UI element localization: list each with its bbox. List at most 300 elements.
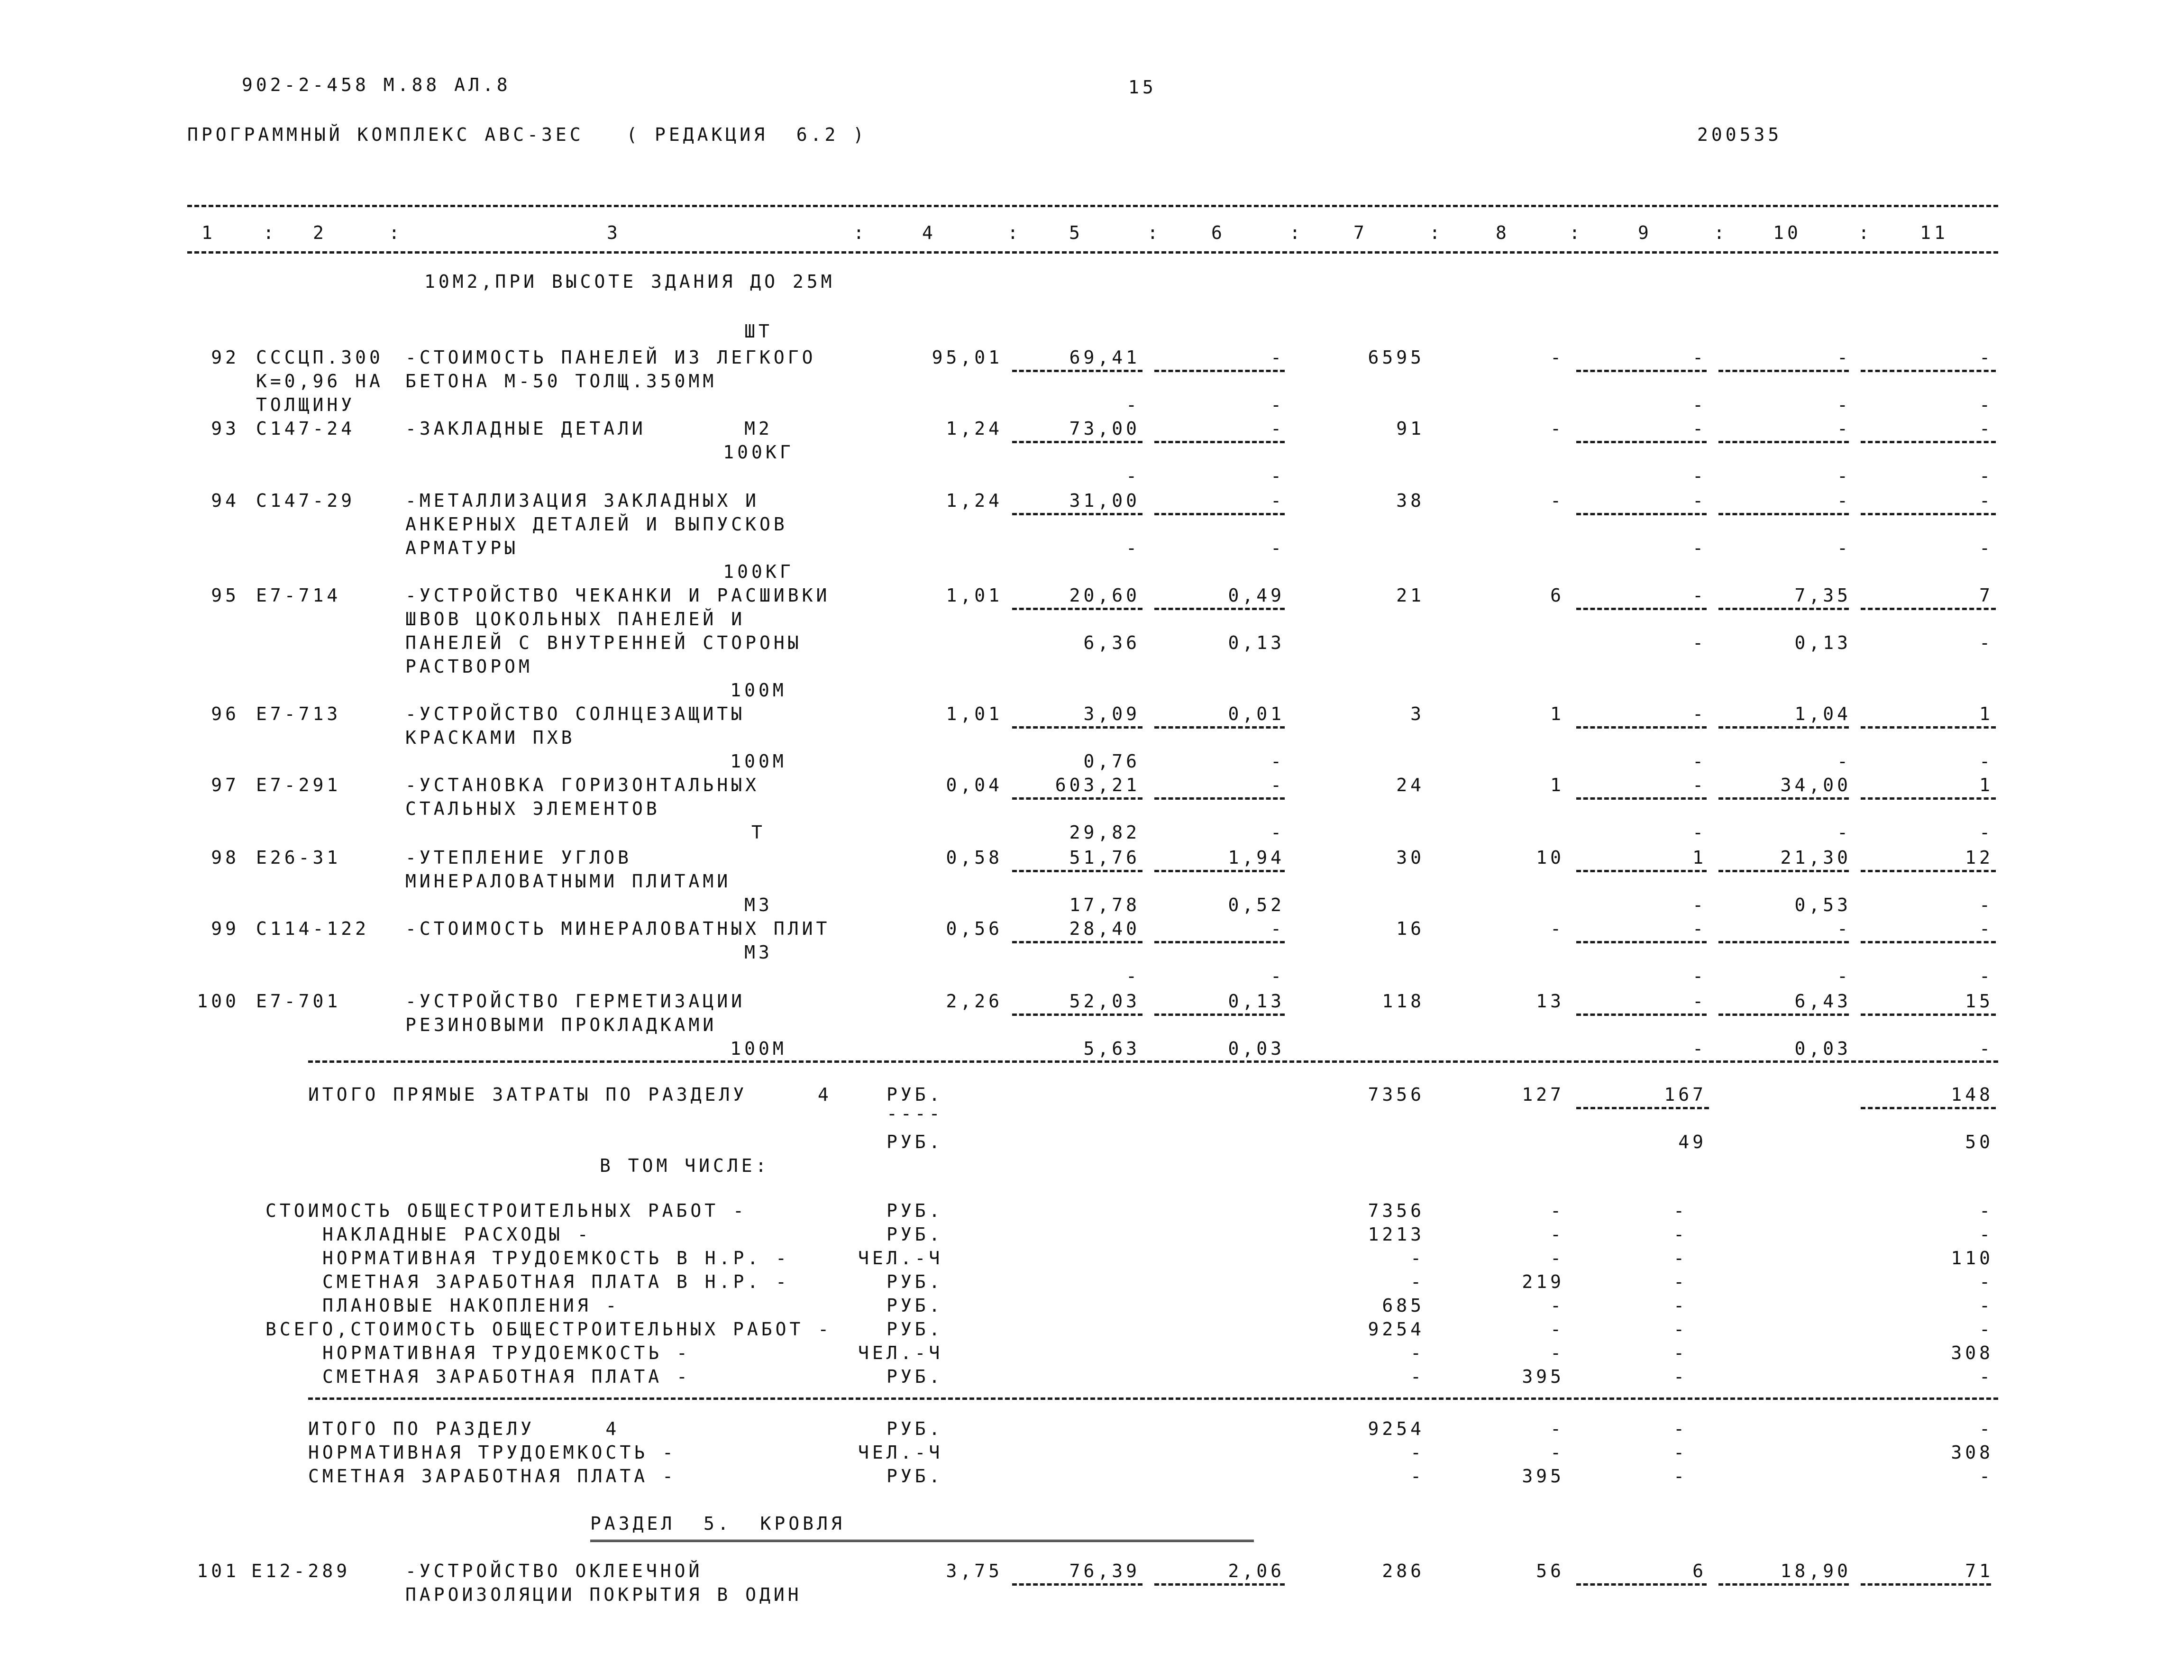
col5-value: 603,21 [1055,775,1140,795]
summary-label: СТОИМОСТЬ ОБЩЕСТРОИТЕЛЬНЫХ РАБОТ - [265,1200,747,1221]
column-number: 5 [1069,222,1083,243]
col9-value: - [1692,490,1707,511]
col6-value: - [1270,918,1285,939]
col7-value: 286 [1382,1561,1425,1581]
row-description: -УСТРОЙСТВО ГЕРМЕТИЗАЦИИ [405,991,746,1012]
summary-col11: - [1979,1366,1993,1387]
row-description: -УСТРОЙСТВО ЧЕКАНКИ И РАСШИВКИ [405,585,831,606]
col10-value: - [1837,347,1851,368]
col11-subvalue: - [1979,632,1993,653]
summary-unit: РУБ. [886,1271,943,1292]
summary-label: НОРМАТИВНАЯ ТРУДОЕМКОСТЬ В Н.Р. - [322,1248,790,1269]
summary-label: СМЕТНАЯ ЗАРАБОТНАЯ ПЛАТА В Н.Р. - [322,1271,790,1292]
cell-divider [1718,513,1849,515]
cell-divider [1154,1013,1285,1016]
col11-subvalue: - [1979,466,1993,486]
col8-value: 10 [1536,847,1564,868]
col10-subvalue: - [1837,822,1851,843]
col11-value: 71 [1965,1561,1993,1581]
summary-col8: - [1550,1248,1564,1269]
col9-value: - [1692,585,1707,606]
row-description: БЕТОНА М-50 ТОЛЩ.350ММ [405,371,717,392]
section-total-col8: - [1550,1442,1564,1463]
summary-unit: РУБ. [886,1319,943,1340]
col5-subvalue: - [1126,538,1140,558]
cell-divider [1576,370,1707,372]
row-code: Е7-714 [256,585,341,606]
col11-subvalue: - [1979,966,1993,986]
unit-label: 100КГ [723,442,794,463]
row-number: 99 [211,918,239,939]
summary-col7: - [1410,1366,1425,1387]
col9-subvalue: - [1692,632,1707,653]
col6-subvalue: - [1270,466,1285,486]
col11-value: - [1979,418,1993,439]
cell-divider [1576,1013,1707,1016]
column-number: 2 [313,222,327,243]
col9-subvalue: - [1692,466,1707,486]
summary-col11: - [1979,1200,1993,1221]
column-number: 6 [1211,222,1225,243]
cell-divider [1861,441,1996,443]
col9-subvalue: - [1692,822,1707,843]
section-total-unit: РУБ. [886,1418,943,1439]
row-description: -МЕТАЛЛИЗАЦИЯ ЗАКЛАДНЫХ И [405,490,759,511]
col5-value: 31,00 [1069,490,1140,511]
col4-quantity: 1,01 [946,585,1003,606]
col4-quantity: 2,26 [946,991,1003,1012]
col11-value: - [1979,490,1993,511]
col10-value: 21,30 [1780,847,1851,868]
col5-value: 51,76 [1069,847,1140,868]
cell-divider [1012,870,1142,872]
col4-quantity: 0,04 [946,775,1003,795]
section-total-col11: - [1979,1418,1993,1439]
summary-col11: 110 [1951,1248,1993,1269]
row-number: 96 [211,703,239,724]
col6-value: - [1270,775,1285,795]
cell-divider [1576,941,1707,943]
cell-divider [1576,1583,1707,1586]
col8-value: 13 [1536,991,1564,1012]
direct-costs-label: ИТОГО ПРЯМЫЕ ЗАТРАТЫ ПО РАЗДЕЛУ [308,1084,748,1105]
row-code: Е7-291 [256,775,341,795]
cell-divider [1861,726,1996,729]
col7-value: 24 [1396,775,1425,795]
section5-underline [590,1540,1254,1542]
col10-value: 7,35 [1794,585,1851,606]
col6-subvalue: - [1270,822,1285,843]
row-description: ШВОВ ЦОКОЛЬНЫХ ПАНЕЛЕЙ И [405,609,746,630]
col7-value: 3 [1410,703,1425,724]
col9-subvalue: - [1692,966,1707,986]
col9-value: - [1692,775,1707,795]
summary-col11: - [1979,1295,1993,1316]
cell-divider [1012,441,1142,443]
col10-subvalue: - [1837,751,1851,772]
cell-divider [1154,1583,1285,1586]
cell-divider [1576,513,1707,515]
summary-col7: 1213 [1368,1224,1425,1245]
col11-value: 12 [1965,847,1993,868]
section-total-label: СМЕТНАЯ ЗАРАБОТНАЯ ПЛАТА - [308,1466,676,1487]
col7-value: 38 [1396,490,1425,511]
col9-value: 1 [1692,847,1707,868]
col4-quantity: 3,75 [946,1561,1003,1581]
col4-quantity: 0,56 [946,918,1003,939]
column-separator: : [1289,222,1304,243]
col10-value: - [1837,418,1851,439]
col6-subvalue: - [1270,966,1285,986]
summary-unit: ЧЕЛ.-Ч [858,1342,943,1363]
col5-subvalue: 17,78 [1069,895,1140,915]
summary-col7: 685 [1382,1295,1425,1316]
header-rule-bottom [187,251,1998,254]
col6-subvalue: 0,13 [1228,632,1285,653]
cell-divider [1012,1583,1142,1586]
summary-col9: - [1673,1271,1688,1292]
summary-col8: - [1550,1342,1564,1363]
cell-divider [1718,870,1849,872]
col5-value: 28,40 [1069,918,1140,939]
column-separator: : [853,222,868,243]
summary-col7: 7356 [1368,1200,1425,1221]
doc-id: 200535 [1697,124,1782,145]
col8-value: - [1550,347,1564,368]
cell-divider [1718,441,1849,443]
unit-label: ШТ [744,321,773,342]
summary-col7: - [1410,1248,1425,1269]
col10-subvalue: - [1837,394,1851,415]
section-total-col9: - [1673,1466,1688,1487]
row-description: -УСТРОЙСТВО СОЛНЦЕЗАЩИТЫ [405,703,746,724]
col4-quantity: 1,01 [946,703,1003,724]
row-number: 95 [211,585,239,606]
cell-divider [1861,1583,1991,1586]
summary-label: ПЛАНОВЫЕ НАКОПЛЕНИЯ - [322,1295,620,1316]
direct-costs-col9-sub: 49 [1678,1132,1707,1152]
row-code: Е12-289 [251,1561,351,1581]
unit-label: Т [751,822,766,843]
cell-divider [1012,513,1142,515]
row-code: С114-122 [256,918,370,939]
col7-value: 118 [1382,991,1425,1012]
cell-divider [1012,726,1142,729]
col9-subvalue: - [1692,538,1707,558]
summary-col7: - [1410,1342,1425,1363]
row-description: -УСТАНОВКА ГОРИЗОНТАЛЬНЫХ [405,775,759,795]
summary-unit: РУБ. [886,1295,943,1316]
col6-subvalue: - [1270,751,1285,772]
summary-col9: - [1673,1342,1688,1363]
row-code: Е7-701 [256,991,341,1012]
section-total-col11: - [1979,1466,1993,1487]
row-description: АРМАТУРЫ [405,538,519,558]
row-number: 100 [197,991,239,1012]
col5-value: 52,03 [1069,991,1140,1012]
doc-code: 902-2-458 М.88 АЛ.8 [242,74,511,95]
section-total-col8: - [1550,1418,1564,1439]
cell-divider [1861,797,1996,800]
unit-label: 100М [730,680,787,701]
col7-value: 30 [1396,847,1425,868]
col9-value: 6 [1692,1561,1707,1581]
col6-subvalue: - [1270,394,1285,415]
unit-label: М2 [744,418,773,439]
col8-value: 1 [1550,703,1564,724]
cell-divider [1012,797,1142,800]
row-code: С147-24 [256,418,356,439]
col11-subvalue: - [1979,394,1993,415]
row-code: ТОЛЩИНУ [256,394,356,415]
col9-value: - [1692,918,1707,939]
row-number: 92 [211,347,239,368]
col11-subvalue: - [1979,1038,1993,1059]
cell-divider [1576,1107,1709,1109]
direct-costs-col11: 148 [1951,1084,1993,1105]
row-number: 97 [211,775,239,795]
col9-subvalue: - [1692,751,1707,772]
section-total-col11: 308 [1951,1442,1993,1463]
summary-label: СМЕТНАЯ ЗАРАБОТНАЯ ПЛАТА - [322,1366,691,1387]
col5-value: 73,00 [1069,418,1140,439]
col9-subvalue: - [1692,1038,1707,1059]
summary-col7: 9254 [1368,1319,1425,1340]
col10-subvalue: - [1837,466,1851,486]
row-description: СТАЛЬНЫХ ЭЛЕМЕНТОВ [405,798,660,819]
cell-divider [1861,608,1996,610]
col9-subvalue: - [1692,394,1707,415]
summary-col9: - [1673,1366,1688,1387]
cell-divider [1861,513,1996,515]
col4-quantity: 1,24 [946,418,1003,439]
col10-value: - [1837,490,1851,511]
summary-unit: ЧЕЛ.-Ч [858,1248,943,1269]
col5-subvalue: - [1126,466,1140,486]
column-number: 4 [922,222,936,243]
col11-subvalue: - [1979,751,1993,772]
summary-col8: 395 [1522,1366,1564,1387]
col5-value: 69,41 [1069,347,1140,368]
column-separator: : [1714,222,1728,243]
col6-subvalue: 0,52 [1228,895,1285,915]
cell-divider [1718,797,1849,800]
col8-value: 56 [1536,1561,1564,1581]
cell-divider [1012,608,1142,610]
unit-label: 100М [730,1038,787,1059]
program-title: ПРОГРАММНЫЙ КОМПЛЕКС АВС-3ЕС ( РЕДАКЦИЯ 6.2 ) [187,124,868,145]
cell-divider [1576,608,1707,610]
row-description: -УСТРОЙСТВО ОКЛЕЕЧНОЙ [405,1561,703,1581]
col9-value: - [1692,418,1707,439]
cell-divider [1154,797,1285,800]
row-code: С147-29 [256,490,356,511]
col10-subvalue: - [1837,538,1851,558]
direct-costs-col8: 127 [1522,1084,1564,1105]
cell-divider [1718,1013,1849,1016]
summary-col9: - [1673,1248,1688,1269]
summary-label: ВСЕГО,СТОИМОСТЬ ОБЩЕСТРОИТЕЛЬНЫХ РАБОТ - [265,1319,832,1340]
column-separator: : [1007,222,1022,243]
summary-col11: - [1979,1319,1993,1340]
section-total-col9: - [1673,1442,1688,1463]
col11-value: 7 [1979,585,1993,606]
page-number: 15 [1128,77,1157,98]
col6-value: 0,01 [1228,703,1285,724]
column-number: 10 [1773,222,1801,243]
col8-value: 1 [1550,775,1564,795]
cell-divider [1012,1013,1142,1016]
unit-label: М3 [744,942,773,963]
section5-title: РАЗДЕЛ 5. КРОВЛЯ [590,1513,845,1534]
col8-value: - [1550,418,1564,439]
row-number: 98 [211,847,239,868]
section-total-col7: 9254 [1368,1418,1425,1439]
cell-divider [1154,726,1285,729]
summary-col11: 308 [1951,1342,1993,1363]
col9-value: - [1692,991,1707,1012]
column-number: 7 [1353,222,1368,243]
col6-value: 2,06 [1228,1561,1285,1581]
col5-subvalue: - [1126,966,1140,986]
row-code: СССЦП.300 [256,347,384,368]
column-separator: : [1858,222,1873,243]
col9-value: - [1692,703,1707,724]
row-number: 94 [211,490,239,511]
summary-unit: РУБ. [886,1224,943,1245]
cell-divider [1861,941,1996,943]
column-number: 9 [1638,222,1652,243]
row-code: Е26-31 [256,847,341,868]
row-number: 101 [197,1561,239,1581]
row-description: ПАРОИЗОЛЯЦИИ ПОКРЫТИЯ В ОДИН [405,1584,802,1605]
cell-divider [1861,1013,1996,1016]
row-description: -СТОИМОСТЬ МИНЕРАЛОВАТНЫХ ПЛИТ [405,918,831,939]
col8-value: 6 [1550,585,1564,606]
col6-subvalue: - [1270,538,1285,558]
summary-label: НАКЛАДНЫЕ РАСХОДЫ - [322,1224,592,1245]
row-description: РЕЗИНОВЫМИ ПРОКЛАДКАМИ [405,1014,717,1035]
summary-end-rule [308,1397,1998,1400]
cell-divider [1861,370,1996,372]
column-number: 11 [1920,222,1948,243]
unit-label: 100КГ [723,561,794,582]
col5-subvalue: 0,76 [1083,751,1140,772]
direct-costs-col7: 7356 [1368,1084,1425,1105]
section-total-unit: РУБ. [886,1466,943,1487]
direct-costs-unit: РУБ. [886,1132,943,1152]
summary-col8: - [1550,1200,1564,1221]
summary-col8: - [1550,1319,1564,1340]
col6-value: 1,94 [1228,847,1285,868]
col11-subvalue: - [1979,538,1993,558]
section-total-col8: 395 [1522,1466,1564,1487]
col9-subvalue: - [1692,895,1707,915]
section-total-label: ИТОГО ПО РАЗДЕЛУ 4 [308,1418,620,1439]
row-description: -СТОИМОСТЬ ПАНЕЛЕЙ ИЗ ЛЕГКОГО [405,347,816,368]
col7-value: 21 [1396,585,1425,606]
col4-quantity: 95,01 [932,347,1003,368]
direct-costs-section: 4 [818,1084,832,1105]
col5-value: 3,09 [1083,703,1140,724]
section-total-col7: - [1410,1466,1425,1487]
section-total-col7: - [1410,1442,1425,1463]
col11-value: 1 [1979,703,1993,724]
column-number: 3 [607,222,621,243]
row-description: -ЗАКЛАДНЫЕ ДЕТАЛИ [405,418,646,439]
section-total-label: НОРМАТИВНАЯ ТРУДОЕМКОСТЬ - [308,1442,676,1463]
cell-divider [1861,870,1996,872]
cell-divider [1576,870,1707,872]
section-total-unit: ЧЕЛ.-Ч [858,1442,943,1463]
col10-subvalue: 0,53 [1794,895,1851,915]
col10-subvalue: 0,13 [1794,632,1851,653]
cell-divider [1718,370,1849,372]
col10-value: 18,90 [1780,1561,1851,1581]
cell-divider [1718,608,1849,610]
col11-value: 15 [1965,991,1993,1012]
col7-value: 16 [1396,918,1425,939]
direct-costs-unit: РУБ. [886,1084,943,1105]
col11-subvalue: - [1979,895,1993,915]
col6-value: - [1270,490,1285,511]
col10-value: 1,04 [1794,703,1851,724]
col6-value: 0,49 [1228,585,1285,606]
col10-value: - [1837,918,1851,939]
col4-quantity: 1,24 [946,490,1003,511]
col9-value: - [1692,347,1707,368]
row-description: АНКЕРНЫХ ДЕТАЛЕЙ И ВЫПУСКОВ [405,514,788,535]
summary-col7: - [1410,1271,1425,1292]
col10-value: 34,00 [1780,775,1851,795]
summary-col9: - [1673,1224,1688,1245]
row-code: Е7-713 [256,703,341,724]
cell-divider [1718,726,1849,729]
col4-quantity: 0,58 [946,847,1003,868]
cell-divider [1861,1107,1996,1109]
col8-value: - [1550,490,1564,511]
continued-description: 10М2,ПРИ ВЫСОТЕ ЗДАНИЯ ДО 25М [424,271,835,292]
section-total-col9: - [1673,1418,1688,1439]
summary-col11: - [1979,1271,1993,1292]
including-label: В ТОМ ЧИСЛЕ: [600,1155,770,1176]
cell-divider [1718,1583,1849,1586]
cell-divider [1154,441,1285,443]
cell-divider [1154,513,1285,515]
summary-unit: РУБ. [886,1200,943,1221]
col5-value: 20,60 [1069,585,1140,606]
column-separator: : [263,222,277,243]
col8-value: - [1550,918,1564,939]
col6-value: - [1270,347,1285,368]
col11-subvalue: - [1979,822,1993,843]
col5-subvalue: 5,63 [1083,1038,1140,1059]
col5-value: 76,39 [1069,1561,1140,1581]
cell-divider [1154,608,1285,610]
unit-label: М3 [744,895,773,915]
column-number: 1 [201,222,216,243]
row-description: КРАСКАМИ ПХВ [405,727,576,748]
summary-col11: - [1979,1224,1993,1245]
col11-value: 1 [1979,775,1993,795]
column-number: 8 [1496,222,1510,243]
direct-costs-col9: 167 [1664,1084,1707,1105]
col11-value: - [1979,347,1993,368]
col5-subvalue: 6,36 [1083,632,1140,653]
row-description: РАСТВОРОМ [405,656,533,677]
row-number: 93 [211,418,239,439]
col7-value: 6595 [1368,347,1425,368]
